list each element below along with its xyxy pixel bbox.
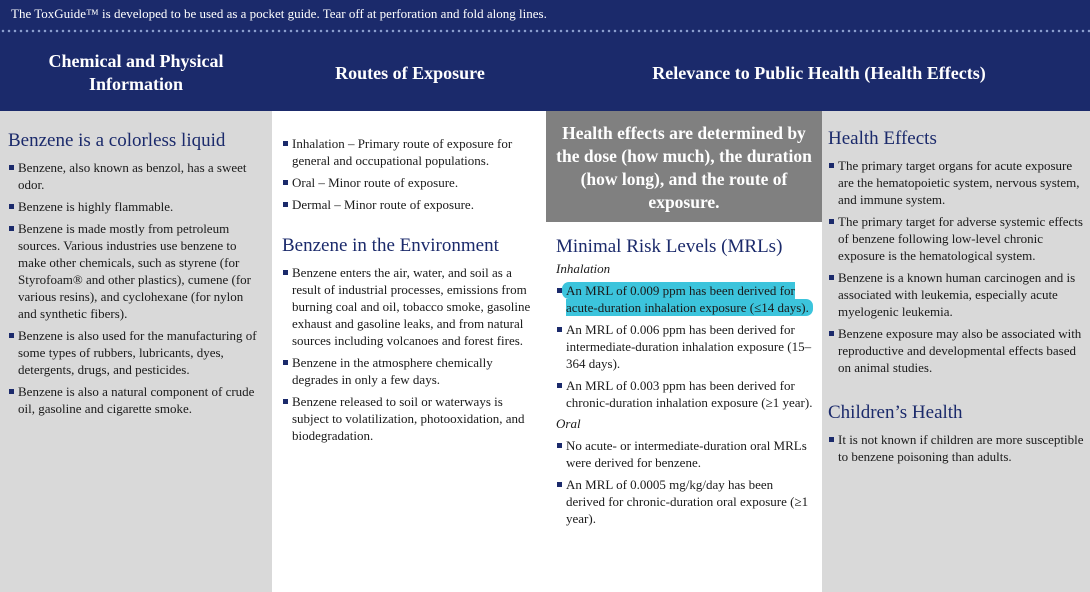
header-chemical-info-label: Chemical and Physical Information: [48, 51, 224, 94]
perforation-line: [0, 27, 1090, 35]
list-item: Benzene exposure may also be associated with reproductive and developmental effects based on animal studies.: [828, 325, 1084, 376]
header-health-relevance-label: Relevance to Public Health (Health Effects): [652, 62, 986, 83]
list-item: It is not known if children are more susceptible to benzene poisoning than adults.: [828, 431, 1084, 465]
environment-title: Benzene in the Environment: [282, 235, 499, 256]
mrl-column: [546, 111, 822, 592]
chemical-info-list: [8, 159, 262, 417]
childrens-health-list: [828, 431, 1084, 465]
list-item: Benzene is made mostly from petroleum sources. Various industries use benzene to make other chemicals, such as styrene (for Styrofoam® and other plastics), cumene (for various resins), and cyclohexane (for nylon and synthetic fibers).: [8, 220, 262, 322]
list-item: An MRL of 0.0005 mg/kg/day has been derived for chronic-duration oral exposure (≥1 year).: [556, 476, 814, 527]
section-title: Benzene is a colorless liquid: [8, 130, 226, 151]
health-effects-callout: Health effects are determined by the dose (how much), the duration (how long), and the route of exposure.: [546, 111, 822, 222]
list-item: Inhalation – Primary route of exposure for general and occupational populations.: [282, 135, 538, 169]
header-routes: [272, 35, 548, 111]
health-effects-column: [822, 111, 1090, 592]
oral-label: Oral: [556, 416, 581, 431]
childrens-health-title: Children’s Health: [828, 402, 963, 423]
list-item: Oral – Minor route of exposure.: [282, 174, 538, 191]
inhalation-list: [556, 282, 814, 411]
highlight: An MRL of 0.009 ppm has been derived for acute-duration inhalation exposure (≤14 days).: [562, 282, 813, 316]
header-routes-label: Routes of Exposure: [335, 62, 485, 83]
list-item: Benzene in the atmosphere chemically degrades in only a few days.: [282, 354, 538, 388]
list-item: The primary target for adverse systemic effects of benzene following low-level chronic exposure is the hematological system.: [828, 213, 1084, 264]
routes-list: [282, 135, 538, 213]
list-item: Benzene is also used for the manufacturing of some types of rubbers, lubricants, dyes, detergents, drugs, and pesticides.: [8, 327, 262, 378]
banner: The ToxGuide™ is developed to be used as a pocket guide. Tear off at perforation and fold along lines.: [0, 0, 1090, 27]
list-item: Benzene, also known as benzol, has a sweet odor.: [8, 159, 262, 193]
list-item: No acute- or intermediate-duration oral MRLs were derived for benzene.: [556, 437, 814, 471]
list-item: The primary target organs for acute exposure are the hematopoietic system, nervous system, and immune system.: [828, 157, 1084, 208]
header-chemical-info: [0, 35, 272, 111]
list-item: Benzene is a known human carcinogen and is associated with leukemia, especially acute myelogenic leukemia.: [828, 269, 1084, 320]
oral-list: [556, 437, 814, 527]
health-effects-list: [828, 157, 1084, 376]
list-item: An MRL of 0.006 ppm has been derived for intermediate-duration inhalation exposure (15–364 days).: [556, 321, 814, 372]
chemical-info-column: [0, 111, 272, 592]
list-item: Benzene enters the air, water, and soil as a result of industrial processes, emissions from burning coal and oil, tobacco smoke, gasoline exhaust and gasoline leaks, and from natural sources including volcanoes and forest fires.: [282, 264, 538, 349]
mrl-title: Minimal Risk Levels (MRLs): [556, 236, 783, 257]
list-item: Benzene released to soil or waterways is subject to volatilization, photooxidation, and biodegradation.: [282, 393, 538, 444]
list-item: Benzene is also a natural component of crude oil, gasoline and cigarette smoke.: [8, 383, 262, 417]
list-item: Benzene is highly flammable.: [8, 198, 262, 215]
environment-list: [282, 264, 538, 444]
list-item-highlighted: [556, 282, 814, 316]
list-item: Dermal – Minor route of exposure.: [282, 196, 538, 213]
list-item: An MRL of 0.003 ppm has been derived for chronic-duration inhalation exposure (≥1 year).: [556, 377, 814, 411]
header-health-relevance: [548, 35, 1090, 111]
routes-column: [272, 111, 546, 592]
inhalation-label: Inhalation: [556, 261, 611, 276]
health-effects-title: Health Effects: [828, 128, 937, 149]
